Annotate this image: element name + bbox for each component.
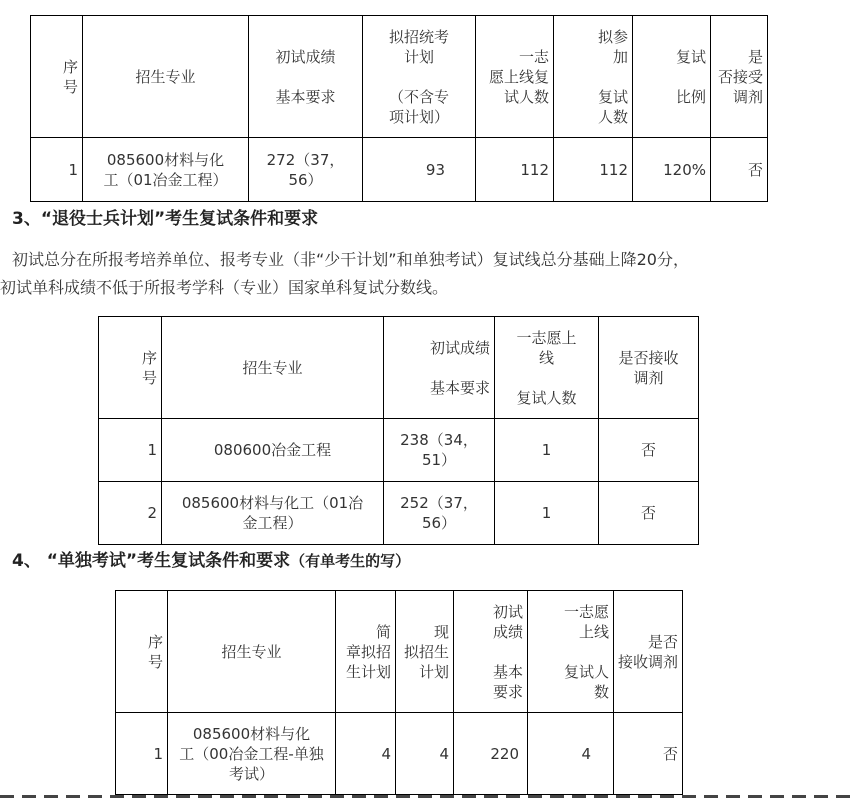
header-current-plan: 现 拟招生 计划 <box>396 591 454 713</box>
header-retest-count: 拟参 加 复试 人数 <box>554 16 633 138</box>
header-major: 招生专业 <box>162 317 384 419</box>
cell-major: 085600材料与化工（01冶 金工程） <box>162 482 384 545</box>
header-adjustment: 是 否接受 调剂 <box>711 16 768 138</box>
paragraph-line-1: 初试总分在所报考培养单位、报考专业（非“少干计划”和单独考试）复试线总分基础上降20分， <box>12 250 689 269</box>
table-header-row <box>31 16 768 138</box>
cell-major: 085600材料与化 工（00冶金工程-单独 考试） <box>168 713 336 795</box>
cell-score: 252（37， 56） <box>384 482 495 545</box>
cell-index: 1 <box>31 138 83 202</box>
veterans-paragraph <box>0 246 857 302</box>
table-row <box>116 713 683 795</box>
paragraph-line-2: 初试单科成绩不低于所报考学科（专业）国家单科复试分数线。 <box>0 278 449 297</box>
header-major: 招生专业 <box>168 591 336 713</box>
cell-major: 085600材料与化 工（01冶金工程） <box>83 138 249 202</box>
cell-adjustment: 否 <box>599 419 699 482</box>
cell-adjustment: 否 <box>711 138 768 202</box>
section-heading-veterans: 3、“退役士兵计划”考生复试条件和要求 <box>12 209 319 229</box>
header-score-requirement: 初试 成绩 基本 要求 <box>454 591 528 713</box>
cell-first-choice: 1 <box>495 419 599 482</box>
cell-score: 272（37， 56） <box>249 138 363 202</box>
table-row <box>31 138 768 202</box>
cell-first-choice: 1 <box>495 482 599 545</box>
table-row <box>99 419 699 482</box>
header-score-requirement: 初试成绩 基本要求 <box>384 317 495 419</box>
cell-index: 1 <box>116 713 168 795</box>
header-adjustment: 是否 接收调剂 <box>614 591 683 713</box>
header-index: 序 号 <box>99 317 162 419</box>
header-index: 序 号 <box>31 16 83 138</box>
table-veterans <box>98 316 699 545</box>
cell-retest-count: 112 <box>554 138 633 202</box>
header-brochure-plan: 简 章拟招 生计划 <box>336 591 396 713</box>
header-first-choice: 一志愿上 线 复试人数 <box>495 317 599 419</box>
table-master-admission <box>30 15 768 202</box>
table-independent-exam <box>115 590 683 795</box>
table-row <box>99 482 699 545</box>
header-score-requirement: 初试成绩 基本要求 <box>249 16 363 138</box>
heading-note: （有单考生的写） <box>290 552 411 570</box>
cell-index: 1 <box>99 419 162 482</box>
cell-major: 080600冶金工程 <box>162 419 384 482</box>
cell-adjustment: 否 <box>599 482 699 545</box>
cell-first-choice: 4 <box>528 713 614 795</box>
table-header-row <box>116 591 683 713</box>
header-major: 招生专业 <box>83 16 249 138</box>
header-first-choice: 一志 愿上线复 试人数 <box>476 16 554 138</box>
cell-index: 2 <box>99 482 162 545</box>
header-adjustment: 是否接收 调剂 <box>599 317 699 419</box>
cell-brochure-plan: 4 <box>336 713 396 795</box>
header-first-choice: 一志愿 上线 复试人 数 <box>528 591 614 713</box>
section-heading-independent-exam <box>12 546 410 571</box>
cell-ratio: 120% <box>633 138 711 202</box>
header-plan: 拟招统考 计划 （不含专 项计划） <box>363 16 476 138</box>
heading-main: 4、 “单独考试”考生复试条件和要求 <box>12 551 291 571</box>
cell-score: 238（34， 51） <box>384 419 495 482</box>
table-header-row <box>99 317 699 419</box>
cell-current-plan: 4 <box>396 713 454 795</box>
header-index: 序 号 <box>116 591 168 713</box>
cell-first-choice: 112 <box>476 138 554 202</box>
header-ratio: 复试 比例 <box>633 16 711 138</box>
cell-plan: 93 <box>363 138 476 202</box>
cell-adjustment: 否 <box>614 713 683 795</box>
cell-score: 220 <box>454 713 528 795</box>
cut-off-text-line <box>0 792 857 799</box>
